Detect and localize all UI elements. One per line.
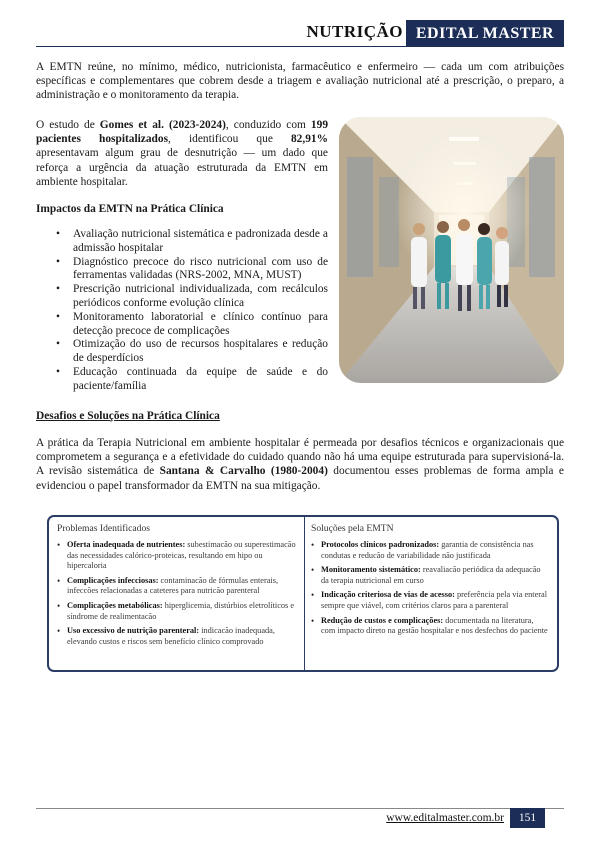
- list-item: • Otimização do uso de recursos hospitalares e redução de desperdícios: [56, 338, 328, 366]
- header-left-title: NUTRIÇÃO: [306, 22, 403, 41]
- problem-item: • Uso excessivo de nutrição parenteral: indicacão inadequada, elevando custos e riscos sem benefício clínico comprovado: [57, 626, 297, 647]
- problem-item: • Complicações metabólicas: hiperglicemia, distúrbios eletrolíticos e síndrome de realimentacão: [57, 601, 297, 622]
- solutions-title: Soluções pela EMTN: [311, 523, 394, 534]
- solution-item: • Monitoramento sistemático: reavaliacão periódica da adequacão da terapia nutricional em curso: [311, 565, 549, 586]
- solution-item: • Indicação criteriosa de vias de acesso: preferência pela via enteral sempre que viável, com critérios claros para a parenteral: [311, 590, 549, 611]
- problems-title: Problemas Identificados: [57, 523, 150, 534]
- problem-item: • Oferta inadequada de nutrientes: subestimacão ou superestimacão das necessidades calórico-proteicas, resultando em hipo ou hipercaloria: [57, 540, 297, 572]
- impacts-list: [56, 228, 328, 394]
- problems-column: [57, 523, 297, 651]
- header-rule: [36, 46, 564, 47]
- impacts-heading: Impactos da EMTN na Prática Clínica: [36, 203, 224, 215]
- list-item: • Educação continuada da equipe de saúde e do paciente/família: [56, 366, 328, 394]
- list-item: • Monitoramento laboratorial e clínico contínuo para detecção precoce de complicações: [56, 311, 328, 339]
- panel-divider: [304, 517, 305, 670]
- problem-item: • Complicações infecciosas: contaminacão de fórmulas enterais, infeccões relacionadas a cateteres para nutricão parenteral: [57, 576, 297, 597]
- intro-paragraph: A EMTN reúne, no mínimo, médico, nutricionista, farmacêutico e enfermeiro — cada um com atribuições específicas e complementares que cobrem desde a triagem e avaliação nutricional até a prescrição, o preparo, a administração e o monitoramento da terapia.: [36, 61, 564, 102]
- solutions-column: [311, 523, 549, 641]
- solution-item: • Protocolos clínicos padronizados: garantia de consistência nas condutas e reducão de variabilidade não justificada: [311, 540, 549, 561]
- footer-url-link[interactable]: www.editalmaster.com.br: [386, 812, 504, 824]
- list-item: • Avaliação nutricional sistemática e padronizada desde a admissão hospitalar: [56, 228, 328, 256]
- solution-item: • Redução de custos e complicações: documentada na literatura, com impacto direto na gestão hospitalar e nos desfechos do paciente: [311, 616, 549, 637]
- footer-rule: [36, 808, 564, 809]
- page-number: 151: [510, 808, 545, 828]
- problems-solutions-panel: [47, 515, 559, 672]
- hospital-team-photo: [339, 117, 564, 383]
- challenges-heading: Desafios e Soluções na Prática Clínica: [36, 410, 220, 422]
- challenges-paragraph: A prática da Terapia Nutricional em ambiente hospitalar é permeada por desafios técnicos e organizacionais que comprometem a segurança e a efetividade do cuidado quando não há uma equipe estruturada para supervisioná-la. A revisão sistemática de Santana & Carvalho (1980-2004) documentou esses problemas de forma ampla e evidenciou o papel transformador da EMTN na sua mitigação.: [36, 437, 564, 492]
- list-item: • Diagnóstico precoce do risco nutricional com uso de ferramentas validadas (NRS-2002, MNA, MUST): [56, 256, 328, 284]
- list-item: • Prescrição nutricional individualizada, com recálculos periódicos conforme evolução clínica: [56, 283, 328, 311]
- study-paragraph: O estudo de Gomes et al. (2023-2024), conduzido com 199 pacientes hospitalizados, identificou que 82,91% apresentavam algum grau de desnutrição — um dado que reforça a urgência da atuação estruturada da EMTN em ambiente hospitalar.: [36, 119, 329, 188]
- header-brand-box: EDITAL MASTER: [406, 20, 564, 47]
